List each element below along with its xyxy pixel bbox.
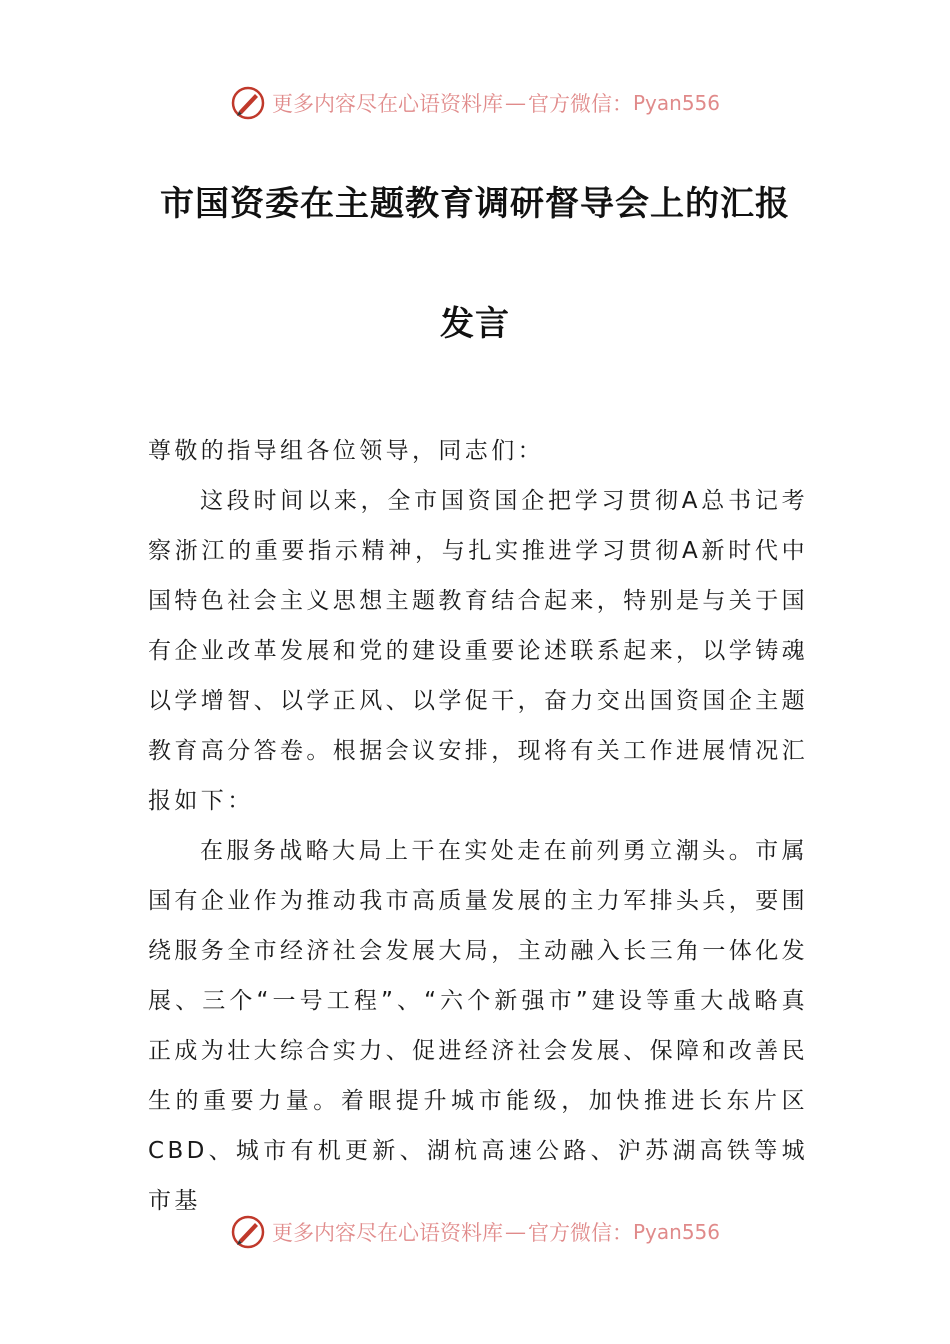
watermark-header [0, 83, 950, 123]
pen-logo-icon [230, 1214, 266, 1250]
watermark-wechat-id: Pyan556 [632, 1220, 720, 1244]
document-body [148, 426, 808, 1226]
document-title-line2: 发言 [440, 304, 510, 344]
watermark-wechat-id: Pyan556 [632, 91, 720, 115]
salutation: 尊敬的指导组各位领导，同志们： [148, 438, 544, 464]
watermark-footer [0, 1212, 950, 1252]
watermark-label: 官方微信： [527, 92, 633, 116]
pen-logo-icon [230, 85, 266, 121]
watermark-label: 官方微信： [527, 1221, 633, 1245]
watermark-dash: — [504, 1220, 526, 1244]
paragraph-1: 这段时间以来，全市国资国企把学习贯彻A总书记考察浙江的重要指示精神，与扎实推进学习贯彻A新时代中国特色社会主义思想主题教育结合起来，特别是与关于国有企业改革发展和党的建设重要论述联系起来，以学铸魂以学增智、以学正风、以学促干，奋力交出国资国企主题教育高分答卷。根据会议安排，现将有关工作进展情况汇报如下： [148, 488, 808, 814]
watermark-text: 更多内容尽在心语资料库 [271, 1221, 503, 1245]
watermark-text: 更多内容尽在心语资料库 [271, 92, 503, 116]
watermark-dash: — [504, 91, 526, 115]
document-title-line1: 市国资委在主题教育调研督导会上的汇报 [160, 184, 790, 224]
paragraph-2: 在服务战略大局上干在实处走在前列勇立潮头。市属国有企业作为推动我市高质量发展的主力军排头兵，要围绕服务全市经济社会发展大局，主动融入长三角一体化发展、三个“一号工程”、“六个新强市”建设等重大战略真正成为壮大综合实力、促进经济社会发展、保障和改善民生的重要力量。着眼提升城市能级，加快推进长东片区CBD、城市有机更新、湖杭高速公路、沪苏湖高铁等城市基 [148, 838, 808, 1214]
